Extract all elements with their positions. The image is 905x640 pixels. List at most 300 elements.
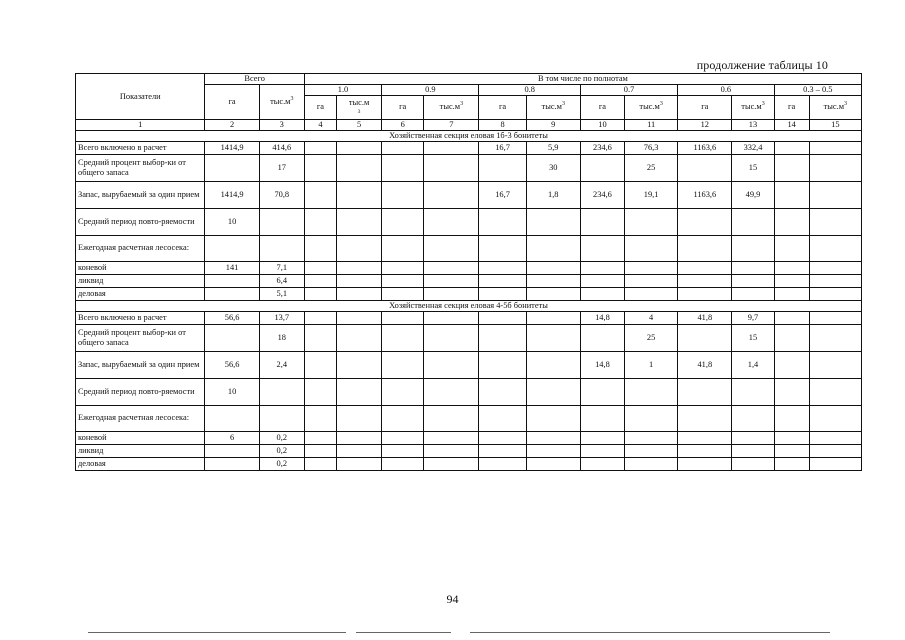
table-cell: 0,2 xyxy=(259,444,304,457)
table-cell xyxy=(774,208,809,235)
density-header-4: 0.7 xyxy=(580,85,677,96)
table-cell xyxy=(424,181,479,208)
table-cell xyxy=(479,208,526,235)
table-cell: 141 xyxy=(205,261,259,274)
table-cell xyxy=(259,378,304,405)
column-number: 9 xyxy=(526,119,580,130)
table-cell xyxy=(809,287,861,300)
table-cell xyxy=(479,311,526,324)
table-cell xyxy=(774,154,809,181)
table-cell xyxy=(774,444,809,457)
table-cell xyxy=(336,208,381,235)
table-cell xyxy=(625,405,678,431)
table-cell xyxy=(580,261,624,274)
table-cell xyxy=(304,141,336,154)
table-cell xyxy=(732,457,774,470)
table-cell xyxy=(774,457,809,470)
table-cell xyxy=(580,457,624,470)
table-cell: 234,6 xyxy=(580,181,624,208)
table-cell xyxy=(382,235,424,261)
table-cell xyxy=(526,431,580,444)
table-cell xyxy=(625,457,678,470)
table-cell xyxy=(678,208,732,235)
table-cell xyxy=(809,235,861,261)
table-cell xyxy=(774,431,809,444)
table-cell xyxy=(526,405,580,431)
column-number: 14 xyxy=(774,119,809,130)
table-row xyxy=(76,351,862,378)
density-header-6: 0.3 – 0.5 xyxy=(774,85,861,96)
table-cell xyxy=(336,311,381,324)
table-cell xyxy=(259,208,304,235)
table-cell: 1414,9 xyxy=(205,141,259,154)
table-cell xyxy=(336,154,381,181)
table-cell xyxy=(382,378,424,405)
table-cell xyxy=(304,324,336,351)
table-cell xyxy=(336,444,381,457)
density-header-2: 0.9 xyxy=(382,85,479,96)
table-cell xyxy=(304,311,336,324)
column-number: 13 xyxy=(732,119,774,130)
table-cell xyxy=(479,274,526,287)
footer-rule xyxy=(356,632,451,633)
table-cell xyxy=(304,154,336,181)
table-cell xyxy=(678,274,732,287)
row-label: деловая xyxy=(76,457,205,470)
table-cell xyxy=(382,154,424,181)
table-cell xyxy=(526,457,580,470)
total-m3-header: $тыс.м^3$ xyxy=(259,85,304,120)
unit-ha-header: га xyxy=(774,95,809,119)
section-header-row xyxy=(76,300,862,311)
table-cell xyxy=(580,154,624,181)
table-cell: 0,2 xyxy=(259,457,304,470)
table-cell xyxy=(336,287,381,300)
row-label: Средний период повто-ряемости xyxy=(76,208,205,235)
table-cell: 1163,6 xyxy=(678,181,732,208)
column-number: 12 xyxy=(678,119,732,130)
column-number: 3 xyxy=(259,119,304,130)
table-cell xyxy=(732,287,774,300)
table-cell xyxy=(479,444,526,457)
table-cell xyxy=(304,405,336,431)
table-cell xyxy=(625,378,678,405)
table-cell: 76,3 xyxy=(625,141,678,154)
table-cell xyxy=(809,274,861,287)
table-cell xyxy=(336,274,381,287)
table-cell xyxy=(809,141,861,154)
table-cell: 49,9 xyxy=(732,181,774,208)
table-row xyxy=(76,457,862,470)
table-cell: 2,4 xyxy=(259,351,304,378)
unit-m3-header: $тыс.м^3$ xyxy=(809,95,861,119)
table-row xyxy=(76,208,862,235)
table-cell xyxy=(424,457,479,470)
section-header-row xyxy=(76,130,862,141)
table-cell xyxy=(809,208,861,235)
column-number: 8 xyxy=(479,119,526,130)
column-number: 7 xyxy=(424,119,479,130)
table-cell xyxy=(526,444,580,457)
table-cell xyxy=(205,457,259,470)
row-label: Всего включено в расчет xyxy=(76,311,205,324)
including-header: В том числе по полнотам xyxy=(304,74,861,85)
table-row xyxy=(76,261,862,274)
table-cell xyxy=(205,274,259,287)
table-cell xyxy=(526,351,580,378)
table-cell xyxy=(580,405,624,431)
row-label: Ежегодная расчетная лесосека: xyxy=(76,405,205,431)
table-cell xyxy=(479,431,526,444)
table-cell xyxy=(732,235,774,261)
table-cell xyxy=(336,431,381,444)
table-cell: 16,7 xyxy=(479,181,526,208)
table-cell: 56,6 xyxy=(205,311,259,324)
table-cell xyxy=(526,378,580,405)
indicators-header: Показатели xyxy=(76,74,205,120)
table-cell xyxy=(526,261,580,274)
table-cell xyxy=(526,324,580,351)
table-cell: 1,4 xyxy=(732,351,774,378)
table-cell xyxy=(259,235,304,261)
table-cell xyxy=(336,181,381,208)
density-header-5: 0.6 xyxy=(678,85,774,96)
table-cell xyxy=(382,261,424,274)
table-caption: продолжение таблицы 10 xyxy=(696,58,828,72)
table-cell xyxy=(774,181,809,208)
row-label: Всего включено в расчет xyxy=(76,141,205,154)
unit-m3-header: $тыс.м^3$ xyxy=(625,95,678,119)
table-cell xyxy=(809,324,861,351)
table-row xyxy=(76,405,862,431)
table-cell xyxy=(424,141,479,154)
table-cell xyxy=(382,324,424,351)
table-cell xyxy=(809,444,861,457)
table-cell xyxy=(809,261,861,274)
table-cell: 17 xyxy=(259,154,304,181)
table-cell xyxy=(580,274,624,287)
row-label: Запас, вырубаемый за один прием xyxy=(76,181,205,208)
table-cell: 18 xyxy=(259,324,304,351)
density-header-3: 0.8 xyxy=(479,85,580,96)
table-cell xyxy=(336,141,381,154)
table-cell xyxy=(205,405,259,431)
table-cell: 5,9 xyxy=(526,141,580,154)
table-cell xyxy=(774,261,809,274)
table-row xyxy=(76,444,862,457)
row-label: Ежегодная расчетная лесосека: xyxy=(76,235,205,261)
table-cell: 15 xyxy=(732,324,774,351)
table-cell: 234,6 xyxy=(580,141,624,154)
table-cell xyxy=(479,287,526,300)
table-cell xyxy=(479,261,526,274)
table-cell xyxy=(526,274,580,287)
table-cell xyxy=(809,351,861,378)
table-cell: 10 xyxy=(205,208,259,235)
table-cell xyxy=(774,324,809,351)
table-cell xyxy=(774,287,809,300)
footer-rule xyxy=(88,632,346,633)
table-cell xyxy=(382,274,424,287)
table-cell: 13,7 xyxy=(259,311,304,324)
total-ha-header: га xyxy=(205,85,259,120)
column-number: 15 xyxy=(809,119,861,130)
table-cell xyxy=(424,274,479,287)
table-cell xyxy=(382,208,424,235)
table-cell: 4 xyxy=(625,311,678,324)
table-cell xyxy=(304,287,336,300)
table-cell xyxy=(304,351,336,378)
unit-ha-header: га xyxy=(479,95,526,119)
table-row xyxy=(76,235,862,261)
table-cell xyxy=(304,431,336,444)
table-cell xyxy=(336,261,381,274)
table-cell xyxy=(580,324,624,351)
table-cell xyxy=(424,431,479,444)
unit-m3-header: $тыс.м^3$ xyxy=(526,95,580,119)
unit-m3-header: $тыс.м^3$ xyxy=(732,95,774,119)
table-cell: 1163,6 xyxy=(678,141,732,154)
table-cell xyxy=(774,235,809,261)
column-number: 6 xyxy=(382,119,424,130)
row-label: Средний период повто-ряемости xyxy=(76,378,205,405)
table-cell xyxy=(479,351,526,378)
table-cell xyxy=(424,378,479,405)
table-cell xyxy=(382,444,424,457)
table-cell: 332,4 xyxy=(732,141,774,154)
table-cell xyxy=(678,431,732,444)
table-cell xyxy=(625,208,678,235)
table-row xyxy=(76,287,862,300)
table-cell: 41,8 xyxy=(678,351,732,378)
section-title: Хозяйственная секция еловая 1б-3 бонитеты xyxy=(76,130,862,141)
table-cell xyxy=(424,287,479,300)
unit-ha-header: га xyxy=(580,95,624,119)
table-cell xyxy=(382,287,424,300)
table-row xyxy=(76,181,862,208)
table-cell xyxy=(424,208,479,235)
table-cell: 414,6 xyxy=(259,141,304,154)
table-cell xyxy=(625,287,678,300)
table-cell xyxy=(205,444,259,457)
table-cell xyxy=(774,351,809,378)
column-number-row xyxy=(76,119,862,130)
column-number: 1 xyxy=(76,119,205,130)
table-cell xyxy=(382,457,424,470)
table-cell xyxy=(479,324,526,351)
unit-m3-header: $тыс.м^3$ xyxy=(424,95,479,119)
table-cell xyxy=(774,141,809,154)
data-table xyxy=(75,73,862,471)
table-cell xyxy=(424,235,479,261)
table-cell xyxy=(732,208,774,235)
table-cell xyxy=(336,235,381,261)
table-cell xyxy=(678,457,732,470)
table-cell xyxy=(382,311,424,324)
table-cell xyxy=(526,208,580,235)
table-cell: 15 xyxy=(732,154,774,181)
table-cell xyxy=(336,324,381,351)
table-cell xyxy=(304,274,336,287)
table-cell xyxy=(678,324,732,351)
table-cell: 9,7 xyxy=(732,311,774,324)
row-label: коневой xyxy=(76,261,205,274)
table-cell xyxy=(678,154,732,181)
table-cell xyxy=(732,431,774,444)
table-cell xyxy=(526,235,580,261)
column-number: 11 xyxy=(625,119,678,130)
table-cell: 16,7 xyxy=(479,141,526,154)
table-cell xyxy=(580,235,624,261)
density-header-1: 1.0 xyxy=(304,85,381,96)
table-cell xyxy=(479,154,526,181)
table-cell xyxy=(304,444,336,457)
row-label: ликвид xyxy=(76,274,205,287)
table-row xyxy=(76,311,862,324)
table-cell xyxy=(678,378,732,405)
table-cell xyxy=(382,431,424,444)
table-cell: 25 xyxy=(625,154,678,181)
total-header: Всего xyxy=(205,74,304,85)
table-cell xyxy=(259,405,304,431)
table-cell xyxy=(424,261,479,274)
table-cell xyxy=(678,444,732,457)
table-cell: 5,1 xyxy=(259,287,304,300)
table-cell xyxy=(336,378,381,405)
table-row xyxy=(76,324,862,351)
column-number: 5 xyxy=(336,119,381,130)
table-cell xyxy=(580,444,624,457)
column-number: 4 xyxy=(304,119,336,130)
table-cell xyxy=(382,405,424,431)
table-cell xyxy=(580,378,624,405)
table-row xyxy=(76,154,862,181)
table-cell xyxy=(732,378,774,405)
table-cell: 1,8 xyxy=(526,181,580,208)
table-cell xyxy=(479,235,526,261)
table-cell xyxy=(424,444,479,457)
table-cell xyxy=(809,431,861,444)
table-cell xyxy=(625,235,678,261)
table-cell xyxy=(479,457,526,470)
row-label: деловая xyxy=(76,287,205,300)
table-cell xyxy=(479,405,526,431)
footer-rule xyxy=(470,632,830,633)
table-row xyxy=(76,431,862,444)
table-cell: 1 xyxy=(625,351,678,378)
table-cell: 0,2 xyxy=(259,431,304,444)
table-row xyxy=(76,274,862,287)
table-cell xyxy=(774,405,809,431)
table-cell xyxy=(205,154,259,181)
table-cell xyxy=(424,405,479,431)
row-label: Средний процент выбор-ки от общего запаса xyxy=(76,324,205,351)
table-cell xyxy=(304,208,336,235)
table-cell: 25 xyxy=(625,324,678,351)
table-cell xyxy=(424,324,479,351)
unit-ha-header: га xyxy=(304,95,336,119)
table-cell xyxy=(580,287,624,300)
table-cell xyxy=(526,311,580,324)
table-body xyxy=(76,130,862,470)
row-label: коневой xyxy=(76,431,205,444)
section-title: Хозяйственная секция еловая 4-5б бонитеты xyxy=(76,300,862,311)
table-cell xyxy=(526,287,580,300)
table-row xyxy=(76,141,862,154)
column-number: 2 xyxy=(205,119,259,130)
table-cell: 70,8 xyxy=(259,181,304,208)
table-cell: 30 xyxy=(526,154,580,181)
table-cell xyxy=(205,324,259,351)
table-cell: 14,8 xyxy=(580,351,624,378)
table-cell xyxy=(774,311,809,324)
table-cell xyxy=(304,235,336,261)
row-label: Средний процент выбор-ки от общего запаса xyxy=(76,154,205,181)
table-cell xyxy=(625,444,678,457)
table-cell xyxy=(732,261,774,274)
row-label: ликвид xyxy=(76,444,205,457)
table-cell xyxy=(304,457,336,470)
table-cell xyxy=(774,274,809,287)
table-cell xyxy=(382,141,424,154)
table-cell xyxy=(479,378,526,405)
table-cell xyxy=(336,351,381,378)
table-cell xyxy=(424,154,479,181)
table-cell: 19,1 xyxy=(625,181,678,208)
table-cell xyxy=(205,235,259,261)
table-cell xyxy=(580,208,624,235)
table-cell xyxy=(678,287,732,300)
table-cell xyxy=(336,405,381,431)
unit-ha-header: га xyxy=(382,95,424,119)
table-cell xyxy=(732,274,774,287)
table-cell xyxy=(424,351,479,378)
table-cell xyxy=(205,287,259,300)
row-label: Запас, вырубаемый за один прием xyxy=(76,351,205,378)
column-number: 10 xyxy=(580,119,624,130)
table-cell xyxy=(809,181,861,208)
unit-m3-split-header: тыс.м 3 xyxy=(336,95,381,119)
table-cell: 7,1 xyxy=(259,261,304,274)
table-cell xyxy=(678,261,732,274)
table-cell xyxy=(382,351,424,378)
table-row xyxy=(76,378,862,405)
table-cell xyxy=(580,431,624,444)
table-cell: 10 xyxy=(205,378,259,405)
page-number: 94 xyxy=(446,592,459,606)
table-cell xyxy=(304,378,336,405)
table-cell: 1414,9 xyxy=(205,181,259,208)
table-cell xyxy=(809,154,861,181)
table-cell xyxy=(336,457,381,470)
table-cell xyxy=(732,444,774,457)
unit-ha-header: га xyxy=(678,95,732,119)
table-cell xyxy=(809,457,861,470)
table-cell xyxy=(304,181,336,208)
table-cell: 6,4 xyxy=(259,274,304,287)
table-cell: 14,8 xyxy=(580,311,624,324)
table-cell xyxy=(809,405,861,431)
table-cell xyxy=(774,378,809,405)
table-cell xyxy=(809,311,861,324)
table-cell xyxy=(809,378,861,405)
table-cell xyxy=(625,431,678,444)
table-cell xyxy=(678,405,732,431)
table-cell xyxy=(678,235,732,261)
table-cell xyxy=(424,311,479,324)
table-cell xyxy=(732,405,774,431)
table-cell: 56,6 xyxy=(205,351,259,378)
